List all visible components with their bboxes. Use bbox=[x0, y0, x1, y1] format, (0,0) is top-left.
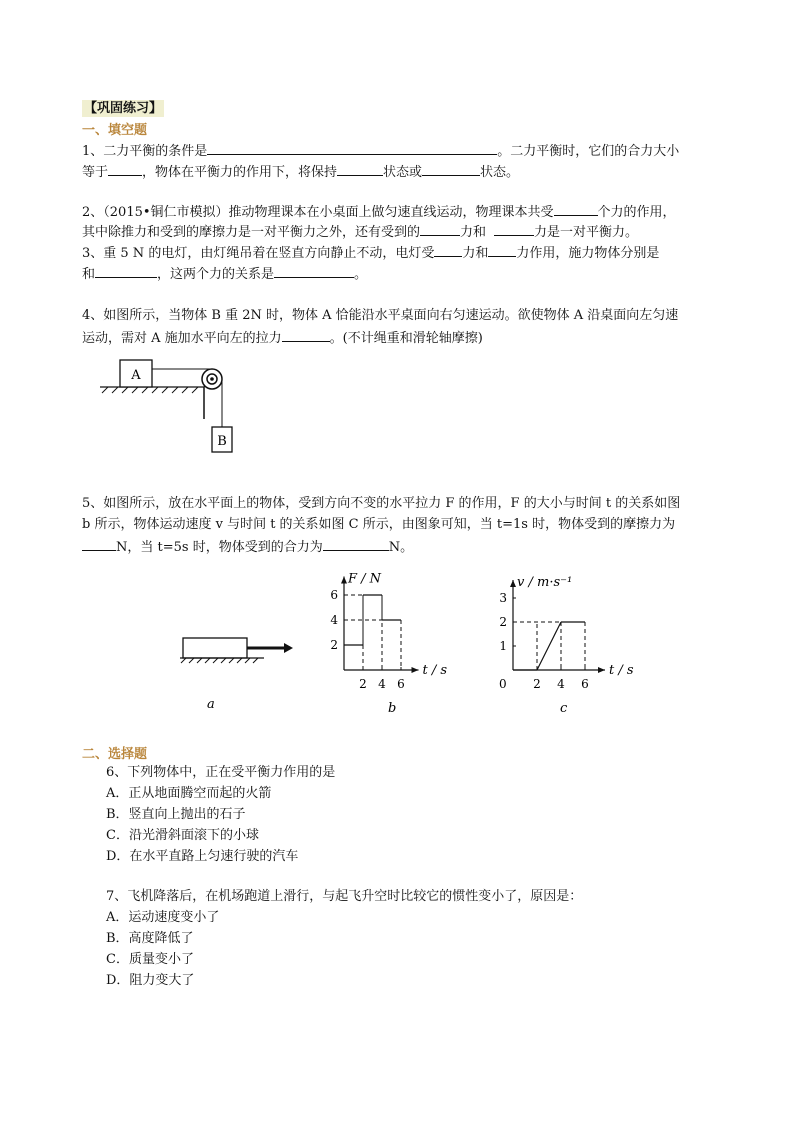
q4-line1: 4、如图所示，当物体 B 重 2N 时，物体 A 恰能沿水平桌面向右匀速运动。欲使物体 A 沿桌面向左匀速 bbox=[82, 308, 679, 323]
pulley-axle bbox=[210, 377, 214, 381]
q1-blank-3[interactable] bbox=[337, 161, 383, 176]
q2-line2 bbox=[82, 221, 638, 243]
q1-text-c: 等于 bbox=[82, 165, 109, 180]
q5-line3 bbox=[82, 536, 413, 558]
q4-text-c: 。(不计绳重和滑轮轴摩擦) bbox=[329, 331, 483, 346]
q5-blank-2[interactable] bbox=[323, 536, 389, 551]
q3-text-a: 3、重 5 N 的电灯，由灯绳吊着在竖直方向静止不动，电灯受 bbox=[82, 246, 435, 261]
x-axis-label: t / s bbox=[422, 663, 448, 678]
x-tick-label-4: 4 bbox=[557, 677, 565, 691]
q2-text-c: 其中除推力和受到的摩擦力是一对平衡力之外，还有受到的 bbox=[82, 225, 421, 240]
q1-blank-2[interactable] bbox=[108, 161, 142, 176]
figure-b-label: b bbox=[388, 701, 397, 716]
q5-line1: 5、如图所示，放在水平面上的物体，受到方向不变的水平拉力 F 的作用，F 的大小与时间 t 的关系如图 bbox=[82, 496, 681, 511]
q1-blank-4[interactable] bbox=[422, 161, 480, 176]
q3-blank-2[interactable] bbox=[488, 242, 516, 257]
q1-text-b: 。二力平衡时，它们的合力大小 bbox=[497, 144, 680, 159]
q5-text-c: N，当 t=5s 时，物体受到的合力为 bbox=[116, 540, 323, 555]
x-tick-label-2: 2 bbox=[533, 677, 541, 691]
series-segment-1 bbox=[537, 622, 561, 670]
q1-text-f: 状态。 bbox=[480, 165, 520, 180]
q2-text-a: 2、（2015•铜仁市模拟）推动物理课本在小桌面上做匀速直线运动，物理课本共受 bbox=[82, 205, 554, 220]
section-multiple-choice-title: 二、选择题 bbox=[82, 747, 148, 762]
q6-stem: 6、下列物体中，正在受平衡力作用的是 bbox=[106, 765, 336, 780]
q3-text-e: ，这两个力的关系是 bbox=[157, 267, 275, 282]
pulley-figure bbox=[100, 355, 250, 465]
q5-text-d: N。 bbox=[388, 540, 414, 555]
force-arrow-head bbox=[284, 643, 293, 653]
q6-option-b[interactable]: B．竖直向上抛出的石子 bbox=[106, 807, 246, 822]
q7-option-a[interactable]: A．运动速度变小了 bbox=[106, 910, 220, 925]
q1-text-a: 1、二力平衡的条件是 bbox=[82, 144, 208, 159]
x-axis-label: t / s bbox=[609, 663, 634, 678]
q3-text-d: 和 bbox=[82, 267, 96, 282]
figure-c-label: c bbox=[560, 701, 568, 716]
q7-stem: 7、飞机降落后，在机场跑道上滑行，与起飞升空时比较它的惯性变小了，原因是： bbox=[106, 889, 583, 904]
q3-text-f: 。 bbox=[354, 267, 368, 282]
q3-blank-3[interactable] bbox=[95, 263, 157, 278]
q1-text-d: ，物体在平衡力的作用下，将保持 bbox=[142, 165, 338, 180]
block-a-label: A bbox=[131, 368, 141, 383]
q2-blank-1[interactable] bbox=[554, 201, 598, 216]
q2-text-b: 个力的作用， bbox=[597, 205, 676, 220]
origin-label: 0 bbox=[499, 677, 507, 691]
q1-line1 bbox=[82, 140, 679, 162]
x-tick-label-6: 6 bbox=[397, 677, 405, 691]
q5-blank-1[interactable] bbox=[82, 536, 116, 551]
y-axis-label: F / N bbox=[348, 571, 382, 587]
x-axis-arrow bbox=[598, 667, 605, 673]
y-tick-label-1: 1 bbox=[499, 639, 507, 653]
q2-blank-2[interactable] bbox=[420, 221, 460, 236]
q3-blank-4[interactable] bbox=[274, 263, 354, 278]
y-tick-label-4: 4 bbox=[330, 613, 338, 627]
q6-option-c[interactable]: C．沿光滑斜面滚下的小球 bbox=[106, 828, 259, 843]
y-axis-arrow bbox=[510, 580, 516, 587]
q6-option-a[interactable]: A．正从地面腾空而起的火箭 bbox=[106, 786, 272, 801]
figure-a-block-on-floor bbox=[180, 630, 300, 710]
x-tick-label-6: 6 bbox=[581, 677, 589, 691]
q1-blank-1[interactable] bbox=[207, 140, 497, 155]
chart-velocity-time bbox=[497, 560, 657, 715]
q4-text-b: 运动，需对 A 施加水平向左的拉力 bbox=[82, 331, 282, 346]
q3-text-c: 力作用，施力物体分别是 bbox=[516, 246, 660, 261]
q2-blank-3[interactable] bbox=[494, 221, 534, 236]
q3-blank-1[interactable] bbox=[434, 242, 462, 257]
tag-label: 【巩固练习】 bbox=[84, 101, 163, 116]
q2-text-d: 力和 bbox=[460, 225, 487, 240]
y-tick-label-2: 2 bbox=[330, 638, 338, 652]
q3-line1 bbox=[82, 242, 659, 264]
section-fill-blank-title: 一、填空题 bbox=[82, 123, 148, 138]
object-block bbox=[183, 638, 247, 658]
q3-line2 bbox=[82, 263, 367, 285]
q4-blank-1[interactable] bbox=[282, 327, 330, 342]
q1-text-e: 状态或 bbox=[383, 165, 423, 180]
q2-line1 bbox=[82, 201, 676, 223]
y-axis-arrow bbox=[341, 577, 347, 584]
q5-line2: b 所示，物体运动速度 v 与时间 t 的关系如图 C 所示，由图象可知，当 t=1s 时，物体受到的摩擦力为 bbox=[82, 517, 676, 532]
y-axis-label: v / m·s⁻¹ bbox=[517, 575, 573, 590]
q1-line2 bbox=[82, 161, 519, 183]
x-tick-label-4: 4 bbox=[378, 677, 386, 691]
y-tick-label-3: 3 bbox=[499, 591, 507, 605]
chart-force-time bbox=[320, 560, 480, 715]
floor-hatch bbox=[181, 658, 258, 663]
q2-text-e: 力是一对平衡力。 bbox=[534, 225, 639, 240]
q7-option-d[interactable]: D．阻力变大了 bbox=[106, 973, 195, 988]
y-tick-label-2: 2 bbox=[499, 615, 507, 629]
block-b-label: B bbox=[217, 434, 227, 449]
q6-option-d[interactable]: D．在水平直路上匀速行驶的汽车 bbox=[106, 849, 299, 864]
q4-line2 bbox=[82, 327, 483, 349]
figure-a-label: a bbox=[207, 697, 215, 712]
table-hatch bbox=[102, 387, 198, 393]
q3-text-b: 力和 bbox=[462, 246, 489, 261]
q7-option-b[interactable]: B．高度降低了 bbox=[106, 931, 194, 946]
x-axis-arrow bbox=[412, 667, 419, 673]
y-tick-label-6: 6 bbox=[330, 588, 338, 602]
q7-option-c[interactable]: C．质量变小了 bbox=[106, 952, 194, 967]
x-tick-label-2: 2 bbox=[359, 677, 367, 691]
section-tag bbox=[82, 97, 164, 116]
